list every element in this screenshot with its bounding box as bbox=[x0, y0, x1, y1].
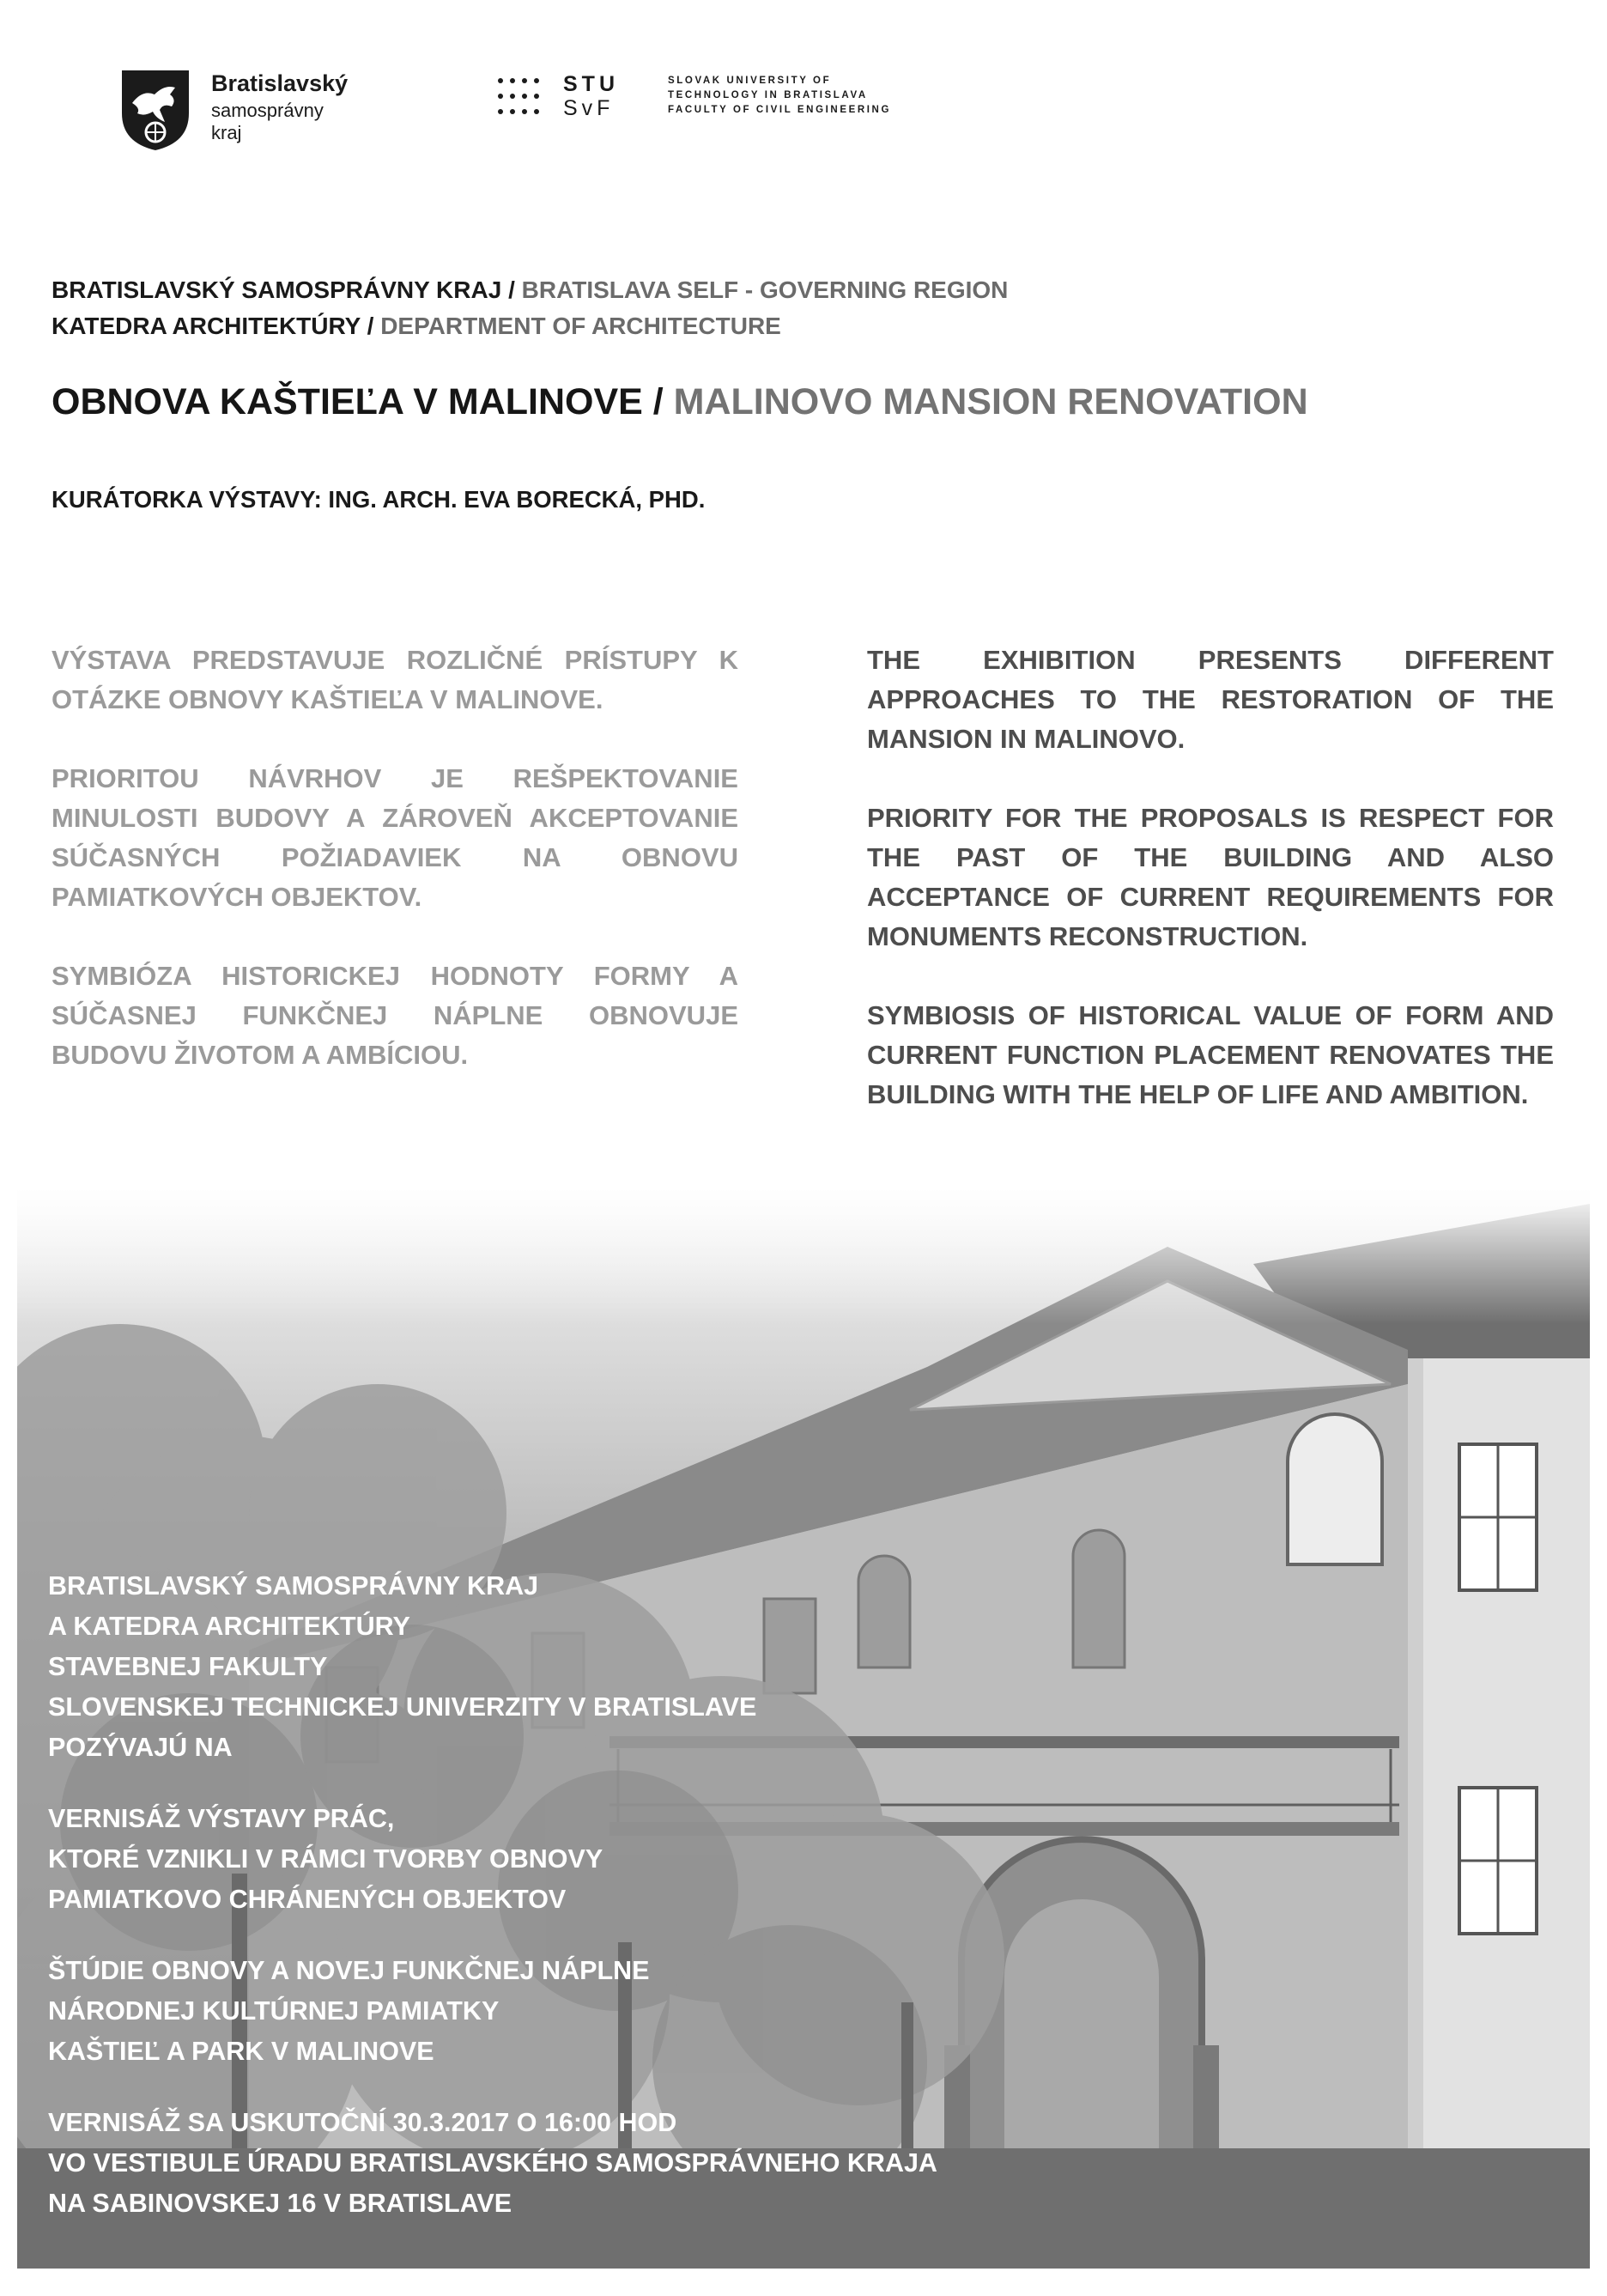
invitation-block-hosts bbox=[48, 1566, 1250, 1768]
title-sk: OBNOVA KAŠTIEĽA V MALINOVE bbox=[52, 381, 643, 422]
bratislava-region-crest-icon bbox=[120, 69, 191, 151]
invitation-line: BRATISLAVSKÝ SAMOSPRÁVNY KRAJ bbox=[48, 1571, 539, 1601]
body-column-sk bbox=[52, 641, 738, 1115]
invitation-line: KTORÉ VZNIKLI V RÁMCI TVORBY OBNOVY bbox=[48, 1844, 603, 1874]
invitation-block-subject bbox=[48, 1951, 1250, 2072]
header-dept-sk: KATEDRA ARCHITEKTÚRY bbox=[52, 313, 361, 339]
invitation-line: STAVEBNEJ FAKULTY bbox=[48, 1652, 328, 1681]
invitation-line: KAŠTIEĽ A PARK V MALINOVE bbox=[48, 2037, 434, 2066]
invitation-line: VO VESTIBULE ÚRADU BRATISLAVSKÉHO SAMOSPRÁVNEHO KRAJA bbox=[48, 2148, 937, 2178]
bsk-logo bbox=[120, 69, 386, 155]
invitation-line: NA SABINOVSKEJ 16 V BRATISLAVE bbox=[48, 2189, 512, 2218]
invitation-text bbox=[48, 1566, 1250, 2255]
title-en: MALINOVO MANSION RENOVATION bbox=[673, 381, 1308, 422]
bsk-name-line: Bratislavský bbox=[211, 70, 349, 96]
invitation-line: VERNISÁŽ SA USKUTOČNÍ 30.3.2017 O 16:00 HOD bbox=[48, 2108, 677, 2137]
invitation-block-event bbox=[48, 1799, 1250, 1920]
bsk-name-line: samosprávny bbox=[211, 100, 324, 121]
body-column-en bbox=[867, 641, 1554, 1154]
curator-line: KURÁTORKA VÝSTAVY: ING. ARCH. EVA BORECKÁ, PHD. bbox=[52, 486, 706, 513]
header-line-department bbox=[52, 313, 781, 340]
header-org-sk: BRATISLAVSKÝ SAMOSPRÁVNY KRAJ bbox=[52, 276, 502, 303]
invitation-line: VERNISÁŽ VÝSTAVY PRÁC, bbox=[48, 1804, 395, 1833]
header-dept-en: DEPARTMENT OF ARCHITECTURE bbox=[380, 313, 781, 339]
stu-subtitle-line: SLOVAK UNIVERSITY OF bbox=[668, 76, 832, 86]
invitation-line: ŠTÚDIE OBNOVY A NOVEJ FUNKČNEJ NÁPLNE bbox=[48, 1956, 650, 1985]
invitation-line: SLOVENSKEJ TECHNICKEJ UNIVERZITY V BRATISLAVE bbox=[48, 1692, 757, 1722]
header-separator: / bbox=[360, 313, 381, 339]
body-paragraph-en: PRIORITY FOR THE PROPOSALS IS RESPECT FOR THE PAST OF THE BUILDING AND ALSO ACCEPTANCE OF CURRENT REQUIREMENTS FOR MONUMENTS RECONSTRUCTION. bbox=[867, 803, 1554, 951]
body-paragraph-sk: VÝSTAVA PREDSTAVUJE ROZLIČNÉ PRÍSTUPY K OTÁZKE OBNOVY KAŠTIEĽA V MALINOVE. bbox=[52, 645, 738, 714]
stu-subtitle-line: TECHNOLOGY IN BRATISLAVA bbox=[668, 90, 868, 100]
stu-dot-grid-icon bbox=[496, 76, 551, 117]
stu-logo bbox=[496, 72, 908, 127]
page-title bbox=[52, 381, 1308, 423]
header-separator: / bbox=[501, 276, 522, 303]
body-paragraph-sk: PRIORITOU NÁVRHOV JE REŠPEKTOVANIE MINULOSTI BUDOVY A ZÁROVEŇ AKCEPTOVANIE SÚČASNÝCH POŽIADAVIEK NA OBNOVU PAMIATKOVÝCH OBJEKTOV. bbox=[52, 763, 738, 912]
invitation-line: PAMIATKOVO CHRÁNENÝCH OBJEKTOV bbox=[48, 1885, 567, 1914]
body-paragraph-sk: SYMBIÓZA HISTORICKEJ HODNOTY FORMY A SÚČASNEJ FUNKČNEJ NÁPLNE OBNOVUJE BUDOVU ŽIVOTOM A AMBÍCIOU. bbox=[52, 961, 738, 1070]
stu-subtitle-line: FACULTY OF CIVIL ENGINEERING bbox=[668, 105, 892, 115]
title-separator: / bbox=[642, 381, 674, 422]
svf-mark: SvF bbox=[563, 96, 615, 120]
body-paragraph-en: SYMBIOSIS OF HISTORICAL VALUE OF FORM AND CURRENT FUNCTION PLACEMENT RENOVATES THE BUILDING WITH THE HELP OF LIFE AND AMBITION. bbox=[867, 1000, 1554, 1109]
bsk-name-line: kraj bbox=[211, 122, 242, 143]
invitation-line: A KATEDRA ARCHITEKTÚRY bbox=[48, 1612, 410, 1641]
invitation-line: POZÝVAJÚ NA bbox=[48, 1733, 233, 1762]
invitation-line: NÁRODNEJ KULTÚRNEJ PAMIATKY bbox=[48, 1996, 500, 2026]
stu-mark: STU bbox=[563, 72, 619, 96]
body-paragraph-en: THE EXHIBITION PRESENTS DIFFERENT APPROACHES TO THE RESTORATION OF THE MANSION IN MALINOVO. bbox=[867, 645, 1554, 754]
invitation-block-datetime bbox=[48, 2103, 1250, 2224]
header-org-en: BRATISLAVA SELF - GOVERNING REGION bbox=[521, 276, 1009, 303]
header-line-organization bbox=[52, 276, 1008, 304]
